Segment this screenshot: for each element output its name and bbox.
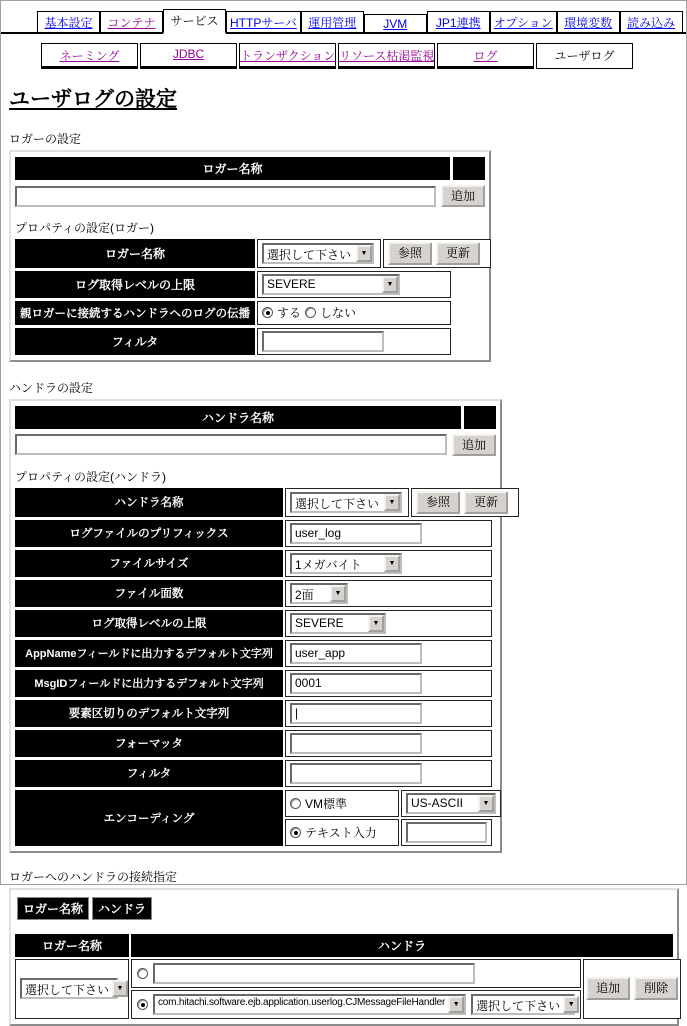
connection-delete-button[interactable]: 削除 <box>634 977 678 999</box>
handler-prefix-cell <box>285 520 492 547</box>
connection-logger-cell <box>15 959 129 1019</box>
handler-filesize-row <box>15 550 496 577</box>
handler-name-choice-select[interactable]: 選択して下さい ▼ <box>471 994 575 1015</box>
logger-name-add-row <box>15 185 485 207</box>
handler-add-button[interactable]: 追加 <box>452 434 496 456</box>
connection-chips <box>17 897 673 920</box>
encoding-vm-row <box>285 790 492 817</box>
logger-name-input[interactable] <box>15 186 436 207</box>
logger-level-cell <box>257 271 451 298</box>
logger-level-row <box>15 271 485 298</box>
encoding-text-input[interactable] <box>406 822 487 843</box>
logger-name-header: ロガー名称 <box>15 157 450 180</box>
handler-filesize-cell <box>285 550 492 577</box>
handler-separator-row <box>15 700 496 727</box>
service-sub-tab-bar <box>41 43 686 69</box>
handler-formatter-row <box>15 730 496 757</box>
logger-level-select[interactable]: SEVERE ▼ <box>262 274 400 295</box>
handler-name-table-header <box>15 406 496 429</box>
tab-container[interactable]: コンテナ <box>100 11 163 32</box>
chevron-down-icon: ▼ <box>478 795 494 812</box>
handler-appname-input[interactable] <box>290 643 422 664</box>
handler-name-header-spacer <box>464 406 496 429</box>
tab-jvm[interactable]: JVM <box>364 14 427 32</box>
handler-encoding-options <box>285 790 492 846</box>
logger-filter-input[interactable] <box>262 331 384 352</box>
handler-name-header: ハンドラ名称 <box>15 406 461 429</box>
connection-handler-cell <box>131 959 581 1019</box>
connection-logger-select[interactable]: 選択して下さい ▼ <box>20 978 118 999</box>
chevron-down-icon: ▼ <box>356 245 372 262</box>
tab-http-server[interactable]: HTTPサーバ <box>226 11 301 32</box>
handler-separator-input[interactable] <box>290 703 422 724</box>
logger-filter-row <box>15 328 485 355</box>
connection-section-label: ロガーへのハンドラの接続指定 <box>9 869 178 884</box>
logger-propagate-cell: する しない <box>257 301 451 325</box>
tab-service[interactable]: サービス <box>163 9 226 34</box>
handler-level-row-label: ログ取得レベルの上限 <box>15 610 283 637</box>
tab-user-log[interactable]: ユーザログ <box>536 43 633 69</box>
handler-msgid-row <box>15 670 496 697</box>
handler-section-label: ハンドラの設定 <box>9 380 94 395</box>
handler-filter-row <box>15 760 496 787</box>
logger-add-button[interactable]: 追加 <box>441 185 485 207</box>
handler-encoding-row-label: エンコーディング <box>15 790 283 846</box>
main-tab-bar <box>1 1 686 34</box>
handler-name-row-label: ハンドラ名称 <box>15 488 283 516</box>
connection-handler-text-row <box>131 959 581 988</box>
handler-filecount-select[interactable]: 2面 ▼ <box>290 583 348 604</box>
handler-level-cell <box>285 610 492 637</box>
logger-settings-box <box>9 150 491 362</box>
handler-name-select[interactable]: 選択して下さい ▼ <box>290 492 402 513</box>
encoding-text-cell: テキスト入力 <box>285 819 399 846</box>
handler-browse-button[interactable]: 参照 <box>416 491 460 513</box>
chevron-down-icon: ▼ <box>330 585 346 602</box>
handler-props-label: プロパティの設定(ハンドラ) <box>15 470 167 485</box>
chevron-down-icon: ▼ <box>563 996 579 1013</box>
handler-prefix-row <box>15 520 496 547</box>
logger-browse-button[interactable]: 参照 <box>388 242 432 264</box>
handler-update-button[interactable]: 更新 <box>464 491 508 513</box>
chevron-down-icon: ▼ <box>448 996 464 1013</box>
tab-jdbc[interactable]: JDBC <box>140 43 237 69</box>
handler-encoding-row <box>15 790 496 846</box>
tab-resource-monitor[interactable]: リソース枯渇監視 <box>338 43 435 69</box>
encoding-vm-select-cell <box>401 790 501 817</box>
connection-table-header <box>15 934 673 957</box>
propagate-yes-radio[interactable] <box>262 307 273 318</box>
tab-load[interactable]: 読み込み <box>620 11 683 32</box>
chevron-down-icon: ▼ <box>384 494 400 511</box>
handler-name-buttons-cell <box>411 488 519 516</box>
logger-name-select[interactable]: 選択して下さい ▼ <box>262 243 374 264</box>
handler-filecount-cell <box>285 580 492 607</box>
logger-filter-cell <box>257 328 451 355</box>
connection-table-body <box>15 959 673 1019</box>
encoding-text-row <box>285 819 492 846</box>
handler-name-input[interactable] <box>15 434 447 455</box>
chip-logger-name[interactable]: ロガー名称 <box>17 897 89 920</box>
connection-box <box>9 888 679 1026</box>
encoding-charset-select[interactable]: US-ASCII ▼ <box>406 793 496 814</box>
handler-class-select[interactable]: com.hitachi.software.ejb.application.userlog.CJMessageFileHandler ▼ <box>153 994 466 1015</box>
logger-level-row-label: ログ取得レベルの上限 <box>15 271 255 298</box>
page-title: ユーザログの設定 <box>9 88 177 111</box>
handler-name-select-cell <box>285 488 409 516</box>
handler-filter-cell <box>285 760 492 787</box>
logger-section-label: ロガーの設定 <box>9 132 82 146</box>
handler-filesize-row-label: ファイルサイズ <box>15 550 283 577</box>
handler-appname-row-label: AppNameフィールドに出力するデフォルト文字列 <box>15 640 283 667</box>
logger-name-select-cell <box>257 239 381 267</box>
handler-prefix-row-label: ログファイルのプリフィックス <box>15 520 283 547</box>
handler-separator-cell <box>285 700 492 727</box>
connection-handler-header: ハンドラ <box>131 934 673 957</box>
handler-text-input[interactable] <box>153 963 475 984</box>
logger-name-buttons-cell <box>383 239 491 267</box>
handler-filecount-row <box>15 580 496 607</box>
connection-buttons-cell <box>583 959 681 1019</box>
logger-name-table-header <box>15 157 485 180</box>
tab-jp1-link[interactable]: JP1連携 <box>427 11 490 32</box>
handler-filter-input[interactable] <box>290 763 422 784</box>
handler-msgid-cell <box>285 670 492 697</box>
connection-logger-header: ロガー名称 <box>15 934 129 957</box>
handler-appname-cell <box>285 640 492 667</box>
handler-name-add-row <box>15 434 496 456</box>
logger-name-row-label: ロガー名称 <box>15 239 255 267</box>
handler-filter-row-label: フィルタ <box>15 760 283 787</box>
handler-msgid-input[interactable] <box>290 673 422 694</box>
tab-naming[interactable]: ネーミング <box>41 43 138 69</box>
tab-transaction[interactable]: トランザクション <box>239 43 336 69</box>
tab-options[interactable]: オプション <box>490 11 557 32</box>
handler-filesize-select[interactable]: 1メガバイト ▼ <box>290 553 402 574</box>
tab-log[interactable]: ログ <box>437 43 534 69</box>
chevron-down-icon: ▼ <box>112 980 128 997</box>
logger-name-header-spacer <box>453 157 485 180</box>
handler-name-row <box>15 488 499 516</box>
handler-prefix-input[interactable] <box>290 523 422 544</box>
handler-class-radio[interactable] <box>137 999 148 1010</box>
chevron-down-icon: ▼ <box>384 555 400 572</box>
logger-filter-row-label: フィルタ <box>15 328 255 355</box>
connection-add-button[interactable]: 追加 <box>586 977 630 999</box>
handler-separator-row-label: 要素区切りのデフォルト文字列 <box>15 700 283 727</box>
logger-name-row <box>15 239 485 267</box>
handler-text-radio[interactable] <box>137 968 148 979</box>
chevron-down-icon: ▼ <box>382 276 398 293</box>
logger-propagate-row-label: 親ロガーに接続するハンドラへのログの伝播 <box>15 301 255 325</box>
propagate-no-radio[interactable] <box>305 307 316 318</box>
chip-handler[interactable]: ハンドラ <box>92 897 152 920</box>
tab-basic-settings[interactable]: 基本設定 <box>37 11 100 32</box>
handler-settings-box <box>9 399 502 853</box>
chevron-down-icon: ▼ <box>368 615 384 632</box>
handler-msgid-row-label: MsgIDフィールドに出力するデフォルト文字列 <box>15 670 283 697</box>
logger-props-label: プロパティの設定(ロガー) <box>15 221 155 236</box>
logger-propagate-row <box>15 301 485 325</box>
handler-filecount-row-label: ファイル面数 <box>15 580 283 607</box>
logger-update-button[interactable]: 更新 <box>436 242 480 264</box>
tab-operation-management[interactable]: 運用管理 <box>301 11 364 32</box>
encoding-vm-cell: VM標準 <box>285 790 399 817</box>
encoding-text-radio[interactable] <box>290 827 301 838</box>
encoding-text-input-cell <box>401 819 492 846</box>
encoding-vm-radio[interactable] <box>290 798 301 809</box>
handler-formatter-cell <box>285 730 492 757</box>
handler-formatter-input[interactable] <box>290 733 422 754</box>
handler-formatter-row-label: フォーマッタ <box>15 730 283 757</box>
handler-level-select[interactable]: SEVERE ▼ <box>290 613 386 634</box>
tab-env-variables[interactable]: 環境変数 <box>557 11 620 32</box>
handler-appname-row <box>15 640 496 667</box>
handler-level-row <box>15 610 496 637</box>
connection-handler-select-row <box>131 990 581 1019</box>
